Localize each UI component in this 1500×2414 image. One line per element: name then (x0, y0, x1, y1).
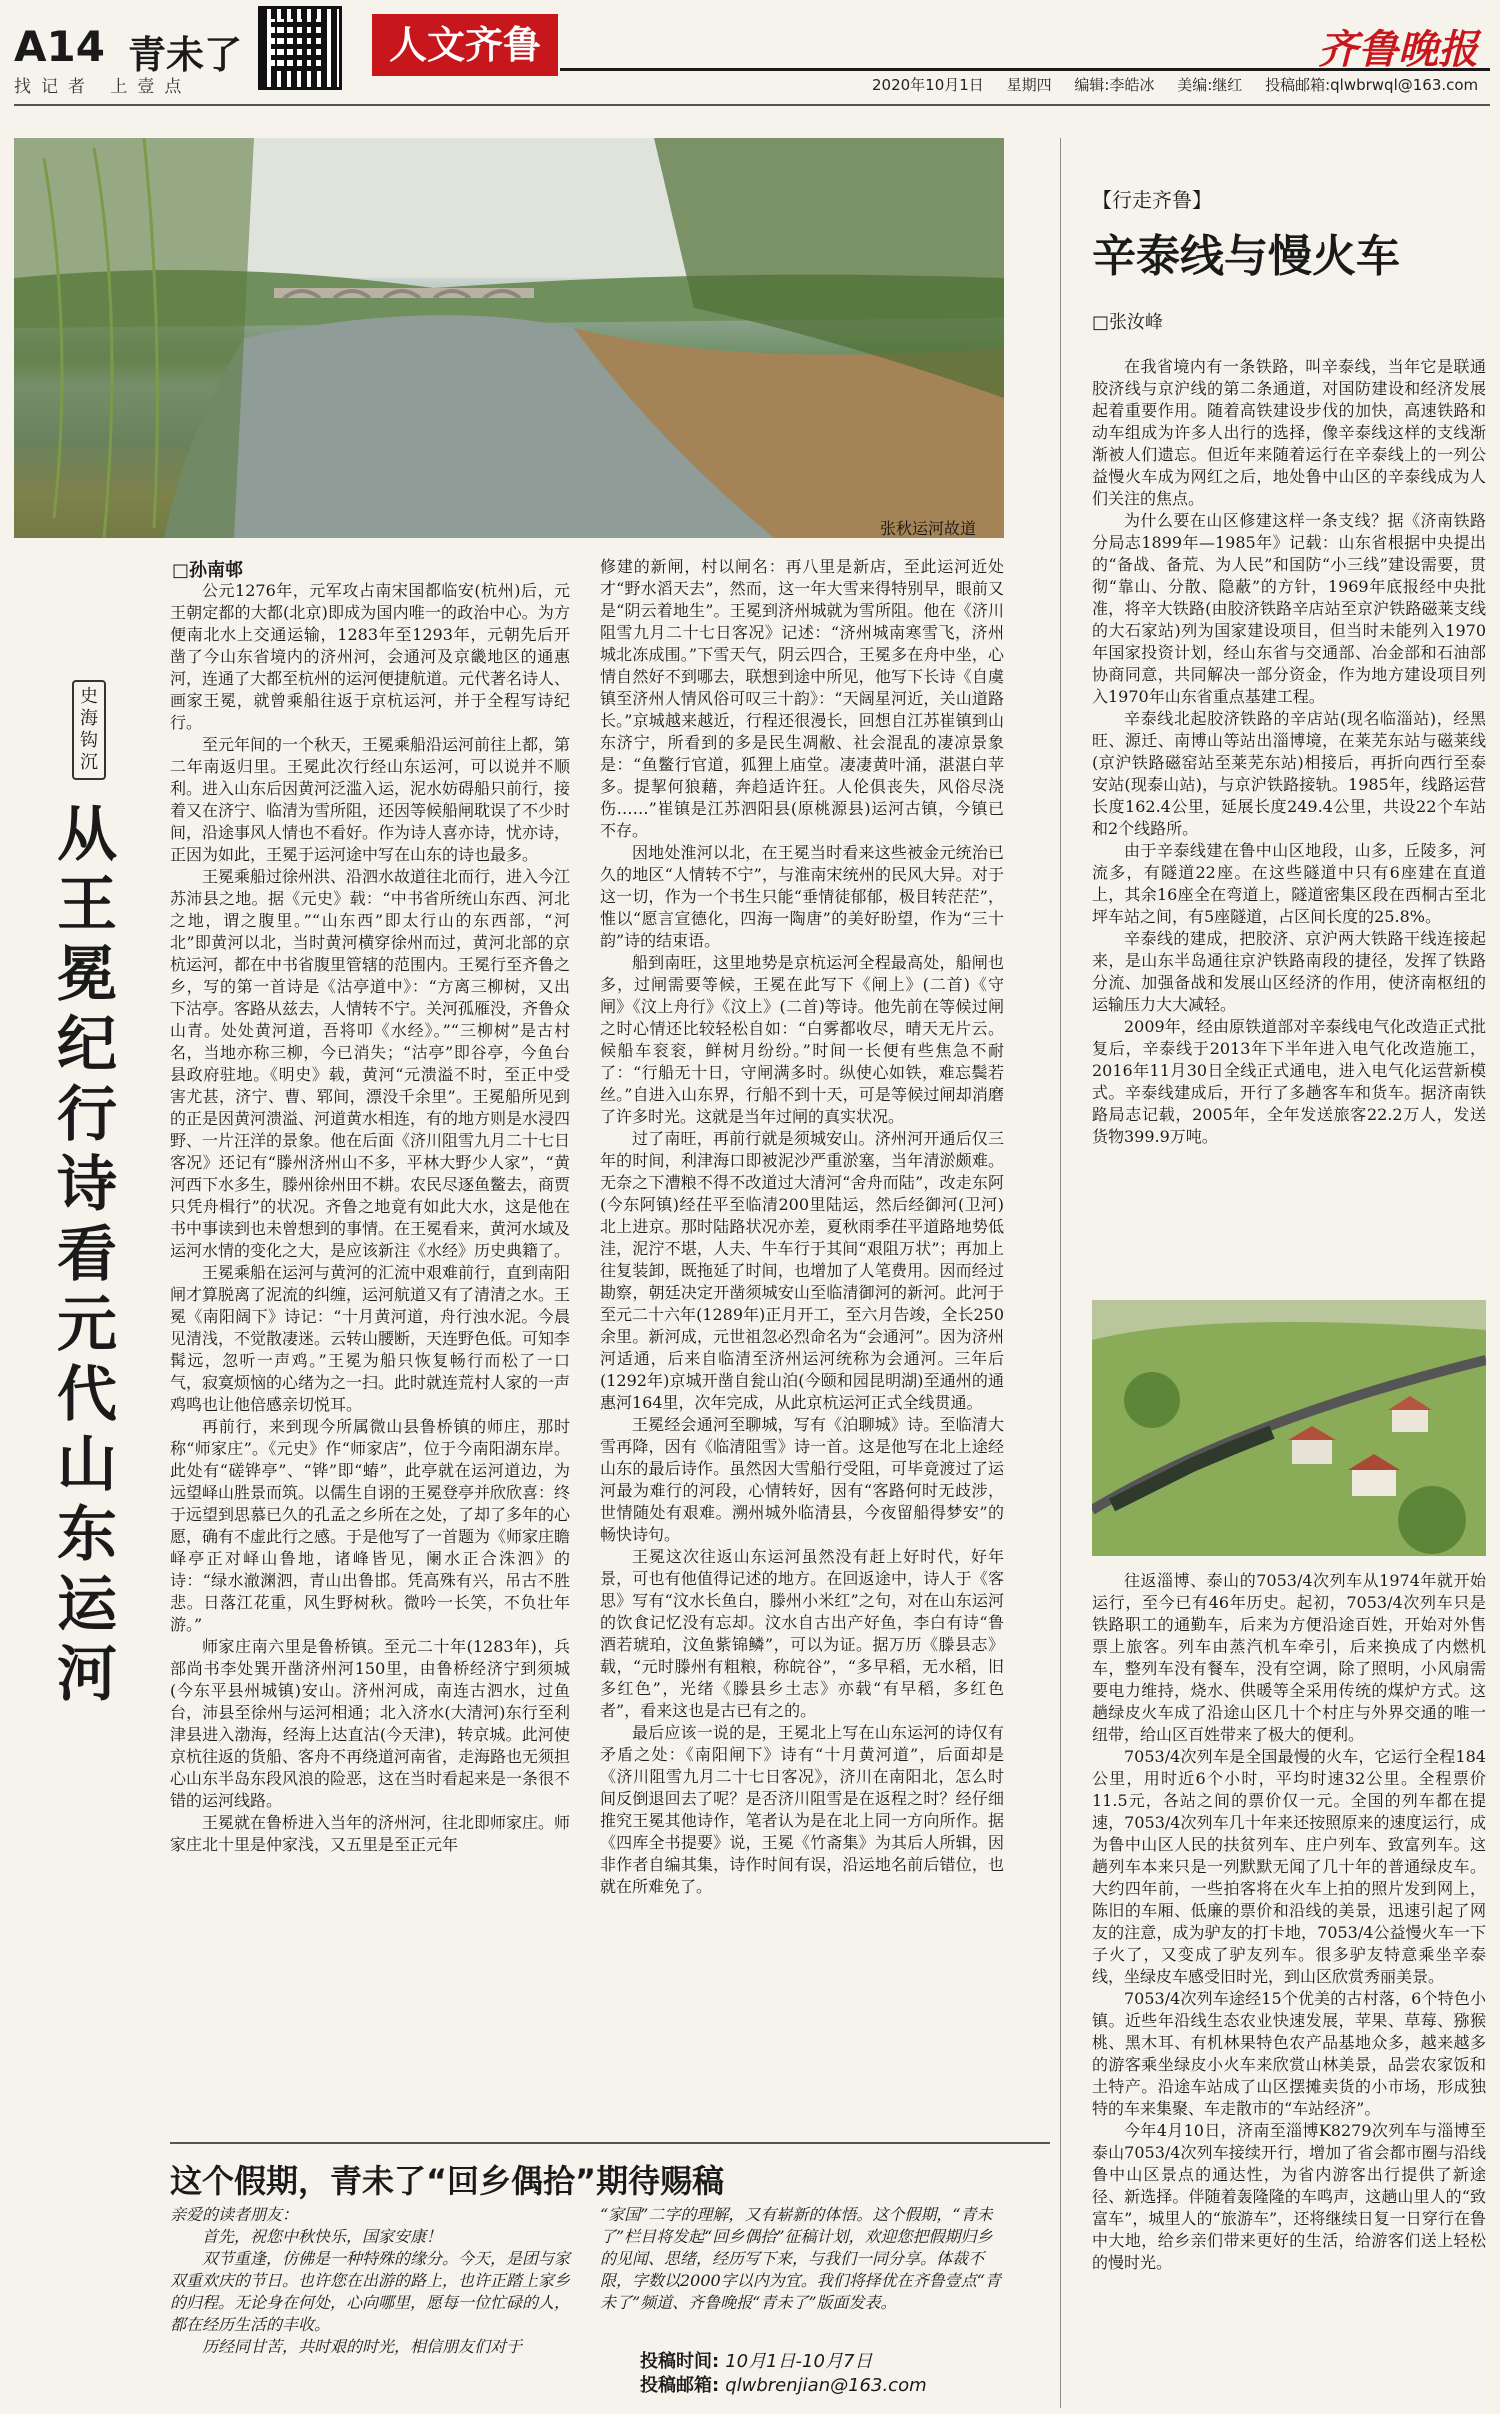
train-illustration (1092, 1300, 1486, 1556)
weekday: 星期四 (1006, 76, 1052, 94)
article2-column-1 (1092, 356, 1486, 1148)
canal-photo-caption: 张秋运河故道 (880, 519, 977, 538)
paragraph: 首先，祝您中秋快乐，国家安康！ (202, 2227, 443, 2246)
paragraph: 往返淄博、泰山的7053/4次列车从1974年就开始运行，至今已有46年历史。起初，7053/4次列车只是铁路职工的通勤车，后来为方便沿途百姓，开始对外售票上旅客。列车由蒸汽机车牵引，后来换成了内燃机车，整列车没有餐车，没有空调，除了照明，小风扇需要电力维持，烧水、供暖等全采用传统的煤炉方式。这趟绿皮火车成了沿途山区几十个村庄与外界交通的唯一纽带，给山区百姓带来了极大的便利。 (1092, 1571, 1486, 1744)
column-divider (1060, 138, 1061, 2408)
article2-tag: 【行走齐鲁】 (1092, 188, 1212, 212)
date: 2020年10月1日 (872, 76, 984, 94)
qr-code-icon[interactable] (258, 6, 342, 90)
submission-time (640, 2350, 927, 2374)
paragraph: 2009年，经由原铁道部对辛泰线电气化改造正式批复后，辛泰线于2013年下半年进入电气化改造施工，2016年11月30日全线正式通电，进入电气化运营新模式。辛泰线建成后，开行了多趟客车和货车。据济南铁路局志记载，2005年，全年发送旅客22.2万人，发送货物399.9万吨。 (1092, 1017, 1486, 1146)
paragraph: 在我省境内有一条铁路，叫辛泰线，当年它是联通胶济线与京沪线的第二条通道，对国防建设和经济发展起着重要作用。随着高铁建设步伐的加快，高速铁路和动车组成为许多人出行的选择，像辛泰线这样的支线渐渐被人们遗忘。但近年来随着运行在辛泰线上的一列公益慢火车成为网红之后，地处鲁中山区的辛泰线成为人们关注的焦点。 (1092, 357, 1486, 508)
paragraph: 辛泰线的建成，把胶济、京沪两大铁路干线连接起来，是山东半岛通往京沪铁路南段的捷径，发挥了铁路分流、加强备战和发展山区经济的作用，使济南枢纽的运输压力大大减轻。 (1092, 929, 1486, 1014)
paragraph: 7053/4次列车是全国最慢的火车，它运行全程184公里，用时近6个小时，平均时速32公里。全程票价11.5元，各站之间的票价仅一元。全国的列车都在提速，7053/4次列车几十年来还按照原来的速度运行，成为鲁中山区人民的扶贫列车、庄户列车、致富列车。这趟列车本来只是一列默默无闻了几十年的普通绿皮车。大约四年前，一些拍客将在火车上拍的照片发到网上，陈旧的车厢、低廉的票价和沿线的美景，迅速引起了网友的注意，成为驴友的打卡地，7053/4公益慢火车一下子火了，又变成了驴友列车。很多驴友特意乘坐辛泰线，坐绿皮车感受旧时光，到山区欣赏秀丽美景。 (1092, 1747, 1486, 1986)
paragraph: 王冕就在鲁桥进入当年的济州河，往北即师家庄。师家庄北十里是仲家浅，又五里是至正元年 (170, 1813, 571, 1854)
page-number: A14 (14, 22, 105, 71)
paragraph: 王冕乘船在运河与黄河的汇流中艰难前行，直到南阳闸才算脱离了泥流的纠缠，运河航道又有了清清之水。王冕《南阳阔下》诗记：“十月黄河道，舟行浊水泥。今晨见清浅，不觉散凄迷。云转山腰断，天连野色低。可知李髯远，忽听一声鸡。”王冕为船只恢复畅行而松了一口气，寂寞烦恼的心绪为之一扫。此时就连荒村人家的一声鸡鸣也让他倍感亲切悦耳。 (170, 1263, 571, 1414)
paragraph: 王冕这次往返山东运河虽然没有赶上好时代，好年景，可也有他值得记述的地方。在回返途中，诗人于《客思》写有“汶水长鱼白，滕州小米红”之句，对在山东运河的饮食记忆没有忘却。汶水自古出产好鱼，李白有诗“鲁酒若琥珀，汶鱼紫锦鳞”，可以为证。据万历《滕县志》载，“元时滕州有粗粮，称皖谷”，“多早稻，无水稻，旧多红色”，光绪《滕县乡土志》亦载“有早稻，多红色者”，看来这也是古已有之的。 (600, 1547, 1004, 1720)
notice-column-2 (600, 2204, 1004, 2314)
article1-column-1 (170, 580, 570, 1856)
article2-title: 辛泰线与慢火车 (1092, 231, 1400, 282)
paragraph: 修建的新闸，村以闸名：再八里是新店，至此运河近处才“野水滔天去”，然而，这一年大雪来得特别早，眼前又是“阴云着地生”。王冕到济州城就为雪所阻。他在《济川阻雪九月二十七日客况》记述：“济州城南寒雪飞，济州城北冻成围。”下雪天气，阴云四合，王冕多在舟中坐，心情自然好不到哪去，联想到途中所见，他写下长诗《自虞镇至济州人情风俗可叹三十韵》：“天阔星河近，关山道路长。”京城越来越近，行程还很漫长，回想自江苏崔镇到山东济宁，所看到的多是民生凋敝、社会混乱的凄凉景象是：“鱼鳖行官道，狐狸上庙堂。凄凄黄叶涌，湛湛白苹多。提挈何狼藉，奔趋适许狂。人伦俱丧失，风俗尽浇伤……”崔镇是江苏泗阳县(原桃源县)运河古镇，今镇已不存。 (600, 557, 1004, 840)
submission-time-value: 10月1日-10月7日 (725, 2351, 873, 2372)
article1-author: □孙南邨 (172, 560, 244, 581)
notice-rule (170, 2142, 1050, 2144)
paragraph: 亲爱的读者朋友： (170, 2205, 299, 2224)
top-rule (14, 104, 1490, 106)
paragraph: 7053/4次列车途经15个优美的古村落，6个特色小镇。近些年沿线生态农业快速发展，苹果、草莓、猕猴桃、黑木耳、有机林果特色农产品基地众多，越来越多的游客乘坐绿皮小火车来欣赏山林美景，品尝农家饭和土特产。沿途车站成了山区摆摊卖货的小市场，形成独特的车来集聚、车走散市的“车站经济”。 (1092, 1989, 1486, 2118)
paragraph: 过了南旺，再前行就是须城安山。济州河开通后仅三年的时间，利津海口即被泥沙严重淤塞，当年清淤颇难。无奈之下漕粮不得不改道过大清河“舍舟而陆”，改走东阿(今东阿镇)经茌平至临清200里陆运，然后经御河(卫河)北上进京。那时陆路状况亦差，夏秋雨季茌平道路地势低洼，泥泞不堪，人夫、牛车行于其间“艰阻万状”；再加上往复装卸，既拖延了时间，也增加了人笔费用。因而经过勘察，朝廷决定开凿须城安山至临清御河的新河。此河于至元二十六年(1289年)正月开工，至六月告竣，全长250余里。新河成，元世祖忽必烈命名为“会通河”。因为济州河适通，后来自临清至济州运河统称为会通河。三年后(1292年)京城开凿自瓮山泊(今颐和园昆明湖)至通州的通惠河164里，次年完成，从此京杭运河正式全线贯通。 (600, 1129, 1004, 1412)
brand-logo: 齐鲁晚报 (1318, 26, 1478, 73)
article1-column-2 (600, 556, 1004, 1898)
paragraph: 因地处淮河以北，在王冕当时看来这些被金元统治已久的地区“人情转不宁”，与淮南宋统州的民风大异。对于这一切，作为一个书生只能“垂情徒郁郁，极目转茫茫”，惟以“愿言宣德化，四海一陶唐”的美好盼望，作为“三十韵”诗的结束语。 (600, 843, 1004, 950)
notice-title: 这个假期，青未了“回乡偶拾”期待赐稿 (170, 2162, 725, 2200)
article1-title: 从王冕纪行诗看元代山东运河 (57, 800, 117, 1710)
submission-info (640, 2350, 927, 2398)
article1-tag: 史海钩沉 (72, 680, 106, 780)
submission-time-label: 投稿时间: (640, 2351, 720, 2372)
paragraph: 为什么要在山区修建这样一条支线？据《济南铁路分局志1899年—1985年》记载：山东省根据中央提出的“备战、备荒、为人民”和国防“小三线”建设需要，贯彻“靠山、分散、隐蔽”的方针，1969年底报经中央批准，将辛大铁路(由胶济铁路辛店站至京沪铁路磁莱支线的大石家站)列为国家建设项目，但当时未能列入1970年国家投资计划，经山东省与交通部、冶金部和石油部协商同意，共同解决一部分资金，作为地方建设项目列入1970年山东省重点基建工程。 (1092, 511, 1486, 706)
paragraph: 再前行，来到现今所属微山县鲁桥镇的师庄，那时称“师家庄”。《元史》作“师家店”，位于今南阳湖东岸。此处有“磋铧亭”、“铧”即“蝽”，此亭就在运河道边，为远望峄山胜景而筑。以儒生自诩的王冕登亭并欣欣喜：终于远望到思慕已久的孔孟之乡所在之处，了却了多年的心愿，确有不虚此行之感。于是他写了一首题为《师家庄瞻峄亭正对峄山鲁地，诸峰皆见，阑水正合洙泗》的诗：“绿水澈渊泗，青山出鲁邯。凭高殊有兴，吊古不胜悲。日落江花重，风生野树秋。微吟一长笑，不负壮年游。” (170, 1417, 571, 1634)
paragraph: 公元1276年，元军攻占南宋国都临安(杭州)后，元王朝定都的大都(北京)即成为国内唯一的政治中心。为方便南北水上交通运输，1283年至1293年，元朝先后开凿了今山东省境内的济州河，会通河及京畿地区的通惠河，连通了大都至杭州的运河便捷航道。元代著名诗人、画家王冕，就曾乘船往返于京杭运河，并于全程写诗纪行。 (170, 581, 571, 732)
paragraph: 辛泰线北起胶济铁路的辛店站(现名临淄站)，经黑旺、源迁、南博山等站出淄博境，在莱芜东站与磁莱线(京沪铁路磁窑站至莱芜东站)相接后，再折向西行至泰安站(现泰山站)，与京沪铁路接轨。1985年，线路运营长度162.4公里，延展长度249.4公里，共设22个车站和2个线路所。 (1092, 709, 1486, 838)
section-banner: 人文齐鲁 (372, 14, 558, 76)
notice-column-1 (170, 2204, 570, 2358)
paragraph: 今年4月10日，济南至淄博K8279次列车与淄博至泰山7053/4次列车接续开行，增加了省会都市圈与沿线鲁中山区景点的通达性，为省内游客出行提供了新途径、新选择。伴随着轰隆隆的车鸣声，这趟山里人的“致富车”，城里人的“旅游车”，还将继续日复一日穿行在鲁中大地，给乡亲们带来更好的生活，给游客们送上轻松的慢时光。 (1092, 2121, 1486, 2272)
tagline: 找记者 上壹点 (14, 77, 192, 97)
article2-author: □张汝峰 (1092, 312, 1164, 333)
paragraph: 由于辛泰线建在鲁中山区地段，山多，丘陵多，河流多，有隧道22座。在这些隧道中只有6座建在直道上，其余16座全在弯道上，隧道密集区段在西桐古至北坪车站之间，有5座隧道，占区间长度的25.8%。 (1092, 841, 1486, 926)
column-name: 青未了 (128, 33, 243, 77)
submission-email (640, 2374, 927, 2398)
paragraph: 至元年间的一个秋天，王冕乘船沿运河前往上都，第二年南返归里。王冕此次行经山东运河，可以说并不顺利。进入山东后因黄河泛滥入运，泥水妨碍船只前行，接着又在济宁、临清为雪所阻，还因等候船闸耽误了不少时间，沿途事风人情也不看好。作为诗人喜亦诗，忧亦诗，正因为如此，王冕于运河途中写在山东的诗也最多。 (170, 735, 571, 864)
canal-illustration (14, 138, 1004, 538)
designer: 美编:继红 (1177, 76, 1243, 94)
train-photo (1092, 1300, 1486, 1556)
article2-column-2 (1092, 1570, 1486, 2274)
paragraph: 王冕乘船过徐州洪、沿泗水故道往北而行，进入今江苏沛县之地。据《元史》载：“中书省所统山东西、河北之地，谓之腹里。”“山东西”即太行山的东西部，“河北”即黄河以北，当时黄河横穿徐州而过，黄河北部的京杭运河，都在中书省腹里管辖的范围内。王冕行至齐鲁之乡，写的第一首诗是《沽亭道中》：“方离三柳树，又出下沽亭。客路从兹去，人情转不宁。关河孤雁没，齐鲁众山青。处处黄河道，吾将叩《水经》。”“三柳树”是古村名，当地亦称三柳，今已消失；“沽亭”即谷亭，今鱼台县政府驻地。《明史》载，黄河“元溃溢不时，至正中受害尤甚，济宁、曹、郓间，漂没千余里”。王冕船所见到的正是因黄河溃溢、河道黄水相连，有的地方则是水浸四野、一片汪洋的景象。他在后面《济川阻雪九月二十七日客况》还记有“滕州济州山不多，平林大野少人家”，“黄河西下水多生，滕州徐州田不耕。农民尽逐鱼鳖去，商贾只凭舟楫行”的状况。齐鲁之地竟有如此大水，这是他在书中事读到也未曾想到的事情。在王冕看来，黄河水域及运河水情的变化之大，是应该新注《水经》历史典籍了。 (170, 867, 571, 1260)
editor: 编辑:李皓冰 (1074, 76, 1155, 94)
paragraph: 师家庄南六里是鲁桥镇。至元二十年(1283年)，兵部尚书李处巽开凿济州河150里，由鲁桥经济宁到须城(今东平县州城镇)安山。济州河成，南连古泗水，过鱼台，沛县至徐州与运河相通；北入济水(大清河)东行至利津县进入渤海，经海上达直沽(今天津)，转京城。此河使京杭往返的货船、客舟不再绕道河南省，走海路也无须担心山东半岛东段风浪的险恶，这在当时看起来是一条很不错的运河线路。 (170, 1637, 571, 1810)
paragraph: “家国”二字的理解，又有崭新的体悟。这个假期，“青未了”栏目将发起“回乡偶拾”征稿计划，欢迎您把假期归乡的见闻、思绪，经历写下来，与我们一同分享。体裁不限，字数以2000字以内为宜。我们将择优在齐鲁壹点“青未了”频道、齐鲁晚报“青未了”版面发表。 (600, 2205, 1001, 2312)
submission-email-value[interactable]: qlwbrenjian@163.com (725, 2375, 927, 2396)
paragraph: 历经同甘苦，共时艰的时光，相信朋友们对于 (202, 2337, 523, 2356)
paragraph: 双节重逢，仿佛是一种特殊的缘分。今天，是团与家双重欢庆的节日。也许您在出游的路上，也许正踏上家乡的归程。无论身在何处，心向哪里，愿每一位忙碌的人，都在经历生活的丰收。 (170, 2249, 571, 2334)
canal-photo (14, 138, 1004, 538)
paragraph: 船到南旺，这里地势是京杭运河全程最高处，船闸也多，过闸需要等候，王冕在此写下《闸上》(二首)《守闸》《汶上舟行》《汶上》(二首)等诗。他先前在等候过闸之时心情还比较轻松自如：“白雾都收尽，晴天无片云。候船车衮衮，鲜树月纷纷。”时间一长便有些焦急不耐了：“行船无十日，守闸满多时。纵使心如铁，难忘鬓若丝。”自进入山东界，行船不到十天，可是等候过闸却消磨了许多时光。这就是当年过闸的真实状况。 (600, 953, 1004, 1126)
paragraph: 最后应该一说的是，王冕北上写在山东运河的诗仅有矛盾之处：《南阳闸下》诗有“十月黄河道”，后面却是《济川阻雪九月二十七日客况》，济川在南阳北，怎么时间反倒退回去了呢？是否济川阻雪是在返程之时？经仔细推究王冕其他诗作，笔者认为是在北上同一方向所作。据《四库全书提要》说，王冕《竹斋集》为其后人所辑，因非作者自编其集，诗作时间有误，沿运地名前后错位，也就在所难免了。 (600, 1723, 1004, 1896)
submission-email-label: 投稿邮箱: (640, 2375, 720, 2396)
dateline (872, 74, 1496, 95)
paragraph: 王冕经会通河至聊城，写有《泊聊城》诗。至临清大雪再降，因有《临清阻雪》诗一首。这是他写在北上途经山东的最后诗作。虽然因大雪船行受阻，可毕竟渡过了运河最为难行的河段，心情转好，因有“客路何时无歧涉，世情随处有艰难。溯州城外临清县，今夜留船得梦安”的畅快诗句。 (600, 1415, 1004, 1544)
submission-email[interactable]: 投稿邮箱:qlwbrwql@163.com (1265, 76, 1479, 94)
